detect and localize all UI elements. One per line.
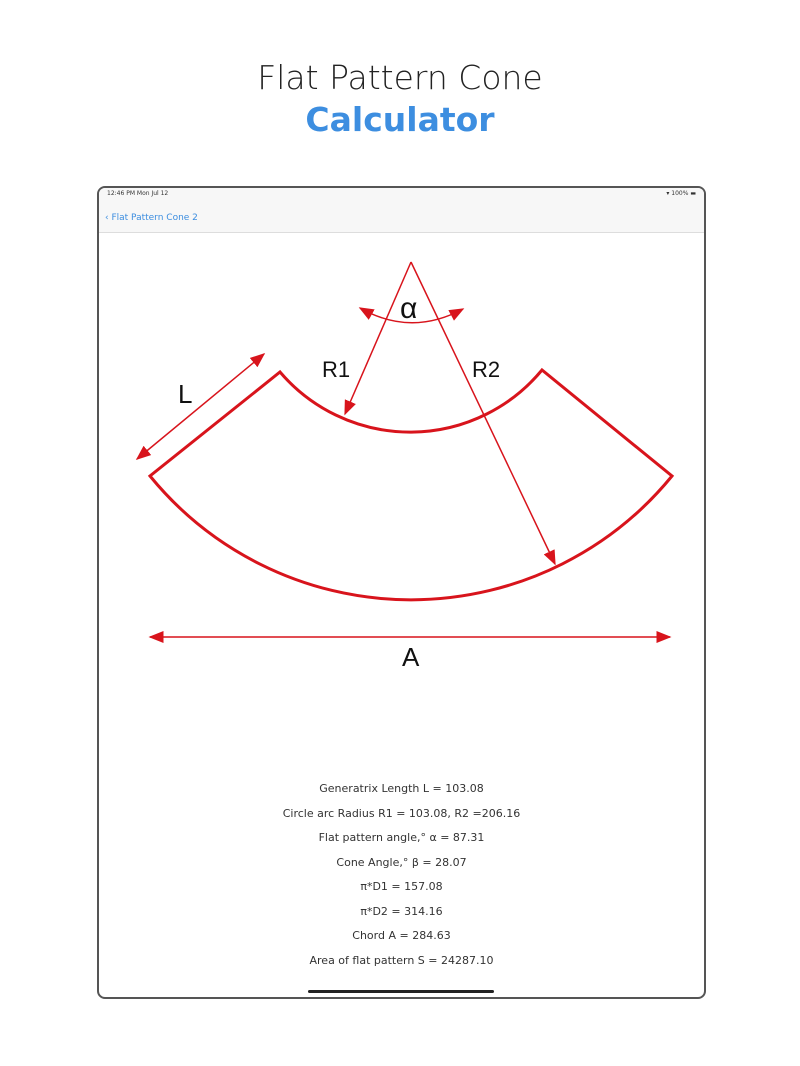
l-label: L [178, 379, 193, 409]
results-list [99, 777, 704, 973]
r2-arrow [411, 262, 555, 564]
result-line: Chord A = 284.63 [352, 929, 451, 942]
battery-level: 100% [671, 190, 689, 197]
headline-title: Flat Pattern Cone [257, 58, 543, 97]
result-line: Circle arc Radius R1 = 103.08, R2 =206.16 [282, 806, 521, 820]
l-arrow [137, 354, 264, 459]
r1-arrow [345, 262, 411, 414]
result-line: π*D1 = 157.08 [360, 880, 443, 893]
r1-label: R1 [322, 357, 351, 382]
r2-label: R2 [472, 357, 501, 382]
device-frame [97, 186, 706, 999]
chevron-left-icon: ‹ [105, 213, 112, 223]
alpha-label: α [400, 292, 418, 325]
wifi-icon: ▾ [666, 190, 670, 197]
result-line: Cone Angle,° β = 28.07 [336, 855, 467, 869]
back-label: Flat Pattern Cone 2 [111, 213, 198, 223]
result-line: Area of flat pattern S = 24287.10 [309, 953, 494, 967]
status-time: 12:46 PM Mon Jul 12 [107, 190, 169, 197]
battery-icon: ▬ [690, 190, 696, 197]
a-label: A [402, 642, 420, 672]
result-line: π*D2 = 314.16 [360, 904, 443, 918]
home-indicator[interactable] [308, 990, 494, 993]
pattern-outline [150, 370, 672, 600]
result-line: Generatrix Length L = 103.08 [319, 782, 484, 795]
headline-subtitle: Calculator [305, 100, 495, 139]
result-line: Flat pattern angle,° α = 87.31 [318, 831, 485, 844]
